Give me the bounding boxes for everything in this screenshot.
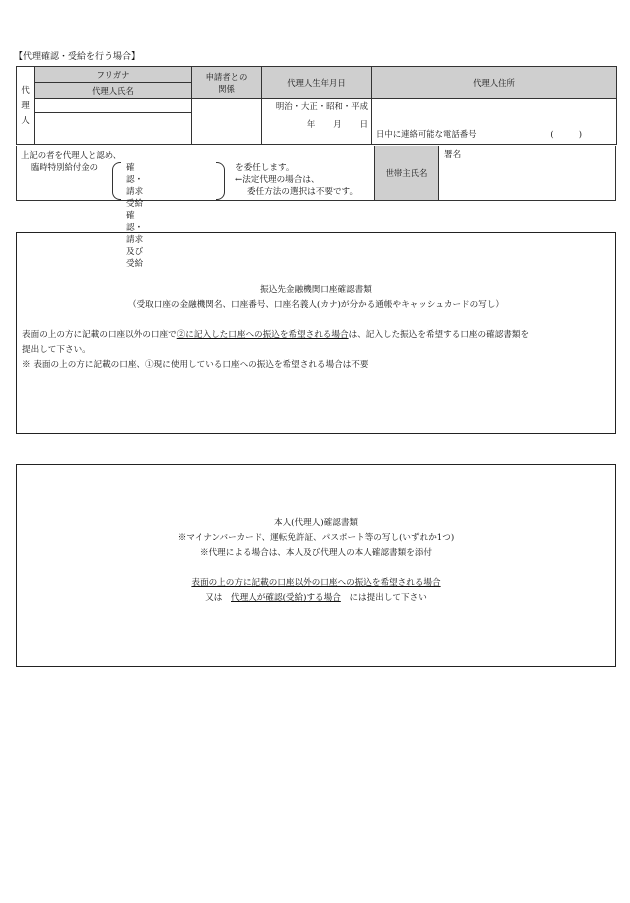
furigana-header: フリガナ	[35, 67, 192, 83]
option-confirm-request[interactable]: 確認・請求	[126, 163, 144, 197]
identity-docs-line2: ※代理による場合は、本人及び代理人の本人確認書類を添付	[199, 548, 433, 558]
delegation-text: 上記の者を代理人と認め、 臨時特別給付金の	[21, 150, 122, 172]
option-both[interactable]: 確認・請求及び受給	[126, 211, 144, 269]
section-title: 【代理確認・受給を行う場合】	[14, 52, 141, 62]
bank-docs-box	[16, 232, 616, 434]
bank-docs-paragraph: 表面の上の方に記載の口座以外の口座で②に記入した口座への振込を希望される場合は、記入した振込を希望する口座の確認書類を	[22, 330, 530, 340]
bank-docs-note: ※ 表面の上の方に記載の口座、①現に使用している口座への振込を希望される場合は不要	[22, 360, 369, 370]
phone-paren: ( )	[550, 129, 582, 139]
household-head-label: 世帯主氏名	[374, 146, 439, 200]
brace-right	[216, 162, 225, 200]
agent-name-header: 代理人氏名	[35, 83, 192, 99]
signature-label: 署名	[444, 150, 462, 160]
identity-docs-box	[16, 464, 616, 667]
identity-docs-line1: ※マイナンバーカード、運転免許証、パスポート等の写し(いずれか1つ)	[177, 533, 455, 543]
delegation-note: を委任します。 ←法定代理の場合は、 委任方法の選択は不要です。	[235, 163, 359, 197]
bank-docs-paragraph-line2: 提出して下さい。	[22, 345, 91, 355]
bank-docs-title: 振込先金融機関口座確認書類	[260, 285, 372, 295]
agent-side-label: 代 理 人	[17, 67, 35, 145]
era-options: 明治・大正・昭和・平成	[275, 101, 368, 111]
address-field[interactable]	[372, 99, 617, 145]
identity-docs-title: 本人(代理人)確認書類	[273, 518, 359, 528]
agent-name-field[interactable]	[35, 113, 192, 145]
phone-label: 日中に連絡可能な電話番号	[376, 129, 477, 139]
birthdate-header: 代理人生年月日	[262, 67, 372, 99]
address-header: 代理人住所	[372, 67, 617, 99]
identity-docs-line3: 表面の上の方に記載の口座以外の口座への振込を希望される場合	[191, 578, 441, 588]
relation-field[interactable]	[192, 99, 262, 145]
delegation-box	[16, 146, 616, 269]
birthdate-field[interactable]	[262, 99, 372, 145]
phone-row	[376, 128, 612, 140]
agent-info-table	[16, 66, 617, 145]
furigana-field[interactable]	[35, 99, 192, 113]
identity-docs-line4: 又は 代理人が確認(受給)する場合 には提出して下さい	[205, 593, 427, 603]
option-receive[interactable]: 受給	[126, 199, 144, 209]
brace-left	[112, 162, 121, 200]
bank-docs-subtitle: （受取口座の金融機関名、口座番号、口座名義人(カナ)が分かる通帳やキャッシュカードの写し）	[127, 300, 505, 310]
relation-header: 申請者との 関係	[192, 67, 262, 99]
date-labels: 年 月 日	[306, 119, 368, 129]
